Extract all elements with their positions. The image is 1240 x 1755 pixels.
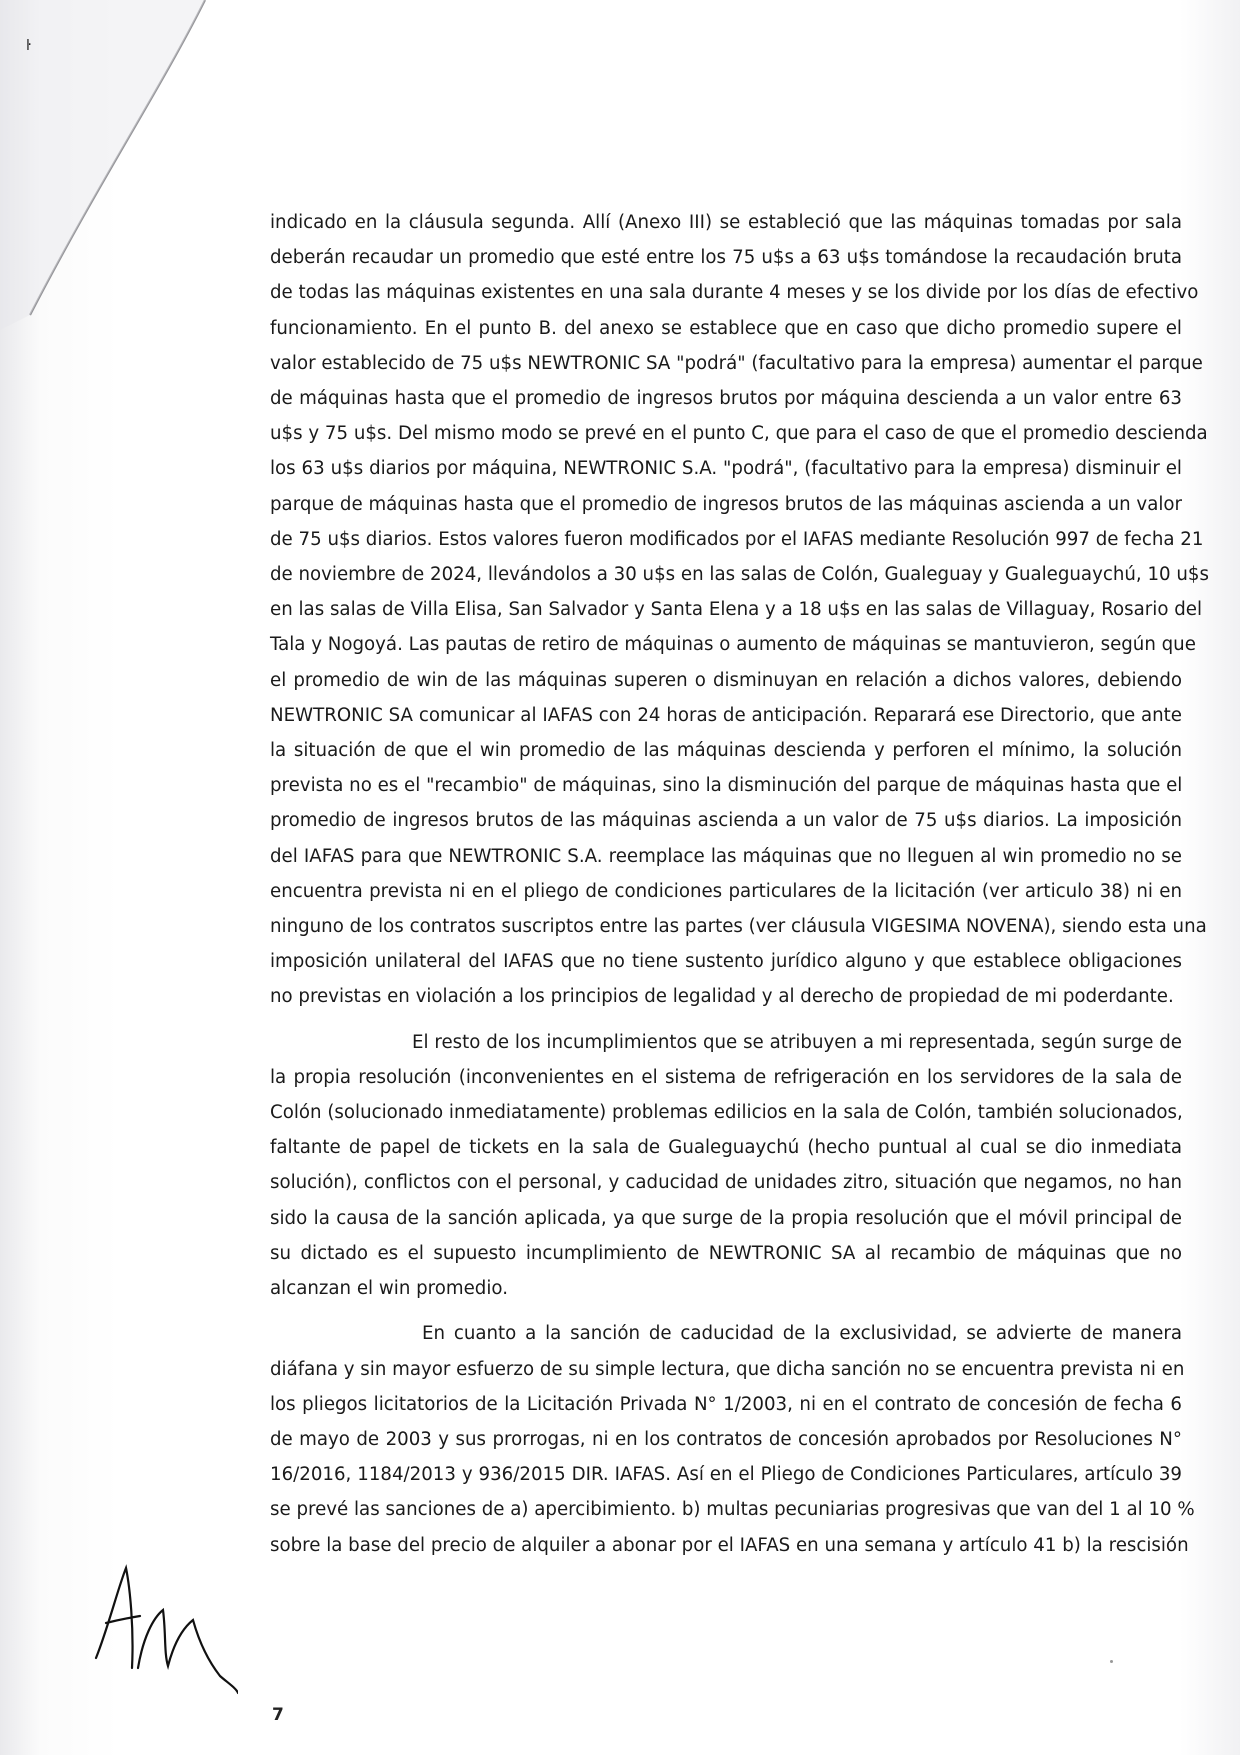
text-line: Tala y Nogoyá. Las pautas de retiro de máquinas o aumento de máquinas se mantuvieron, según que [270, 634, 1196, 656]
text-line: ninguno de los contratos suscriptos entre las partes (ver cláusula VIGESIMA NOVENA), siendo esta una [270, 916, 1207, 938]
text-line: de noviembre de 2024, llevándolos a 30 u$s en las salas de Colón, Gualeguay y Gualeguaychú, 10 u$s [270, 564, 1209, 586]
text-line: En cuanto a la sanción de caducidad de la exclusividad, se advierte de manera [422, 1323, 1182, 1345]
text-line: deberán recaudar un promedio que esté entre los 75 u$s a 63 u$s tomándose la recaudación bruta [270, 247, 1182, 269]
text-line: de todas las máquinas existentes en una sala durante 4 meses y se los divide por los días de efectivo [270, 282, 1199, 304]
text-line: prevista no es el "recambio" de máquinas, sino la disminución del parque de máquinas hasta que el [270, 775, 1183, 797]
text-line: la situación de que el win promedio de las máquinas descienda y perforen el mínimo, la solución [270, 740, 1182, 762]
body-text [270, 205, 1209, 1563]
handwritten-signature [88, 1548, 238, 1698]
text-line: del IAFAS para que NEWTRONIC S.A. reemplace las máquinas que no lleguen al win promedio no se [270, 845, 1182, 867]
text-line: en las salas de Villa Elisa, San Salvador y Santa Elena y a 18 u$s en las salas de Villaguay, Rosario del [270, 599, 1203, 621]
text-line: su dictado es el supuesto incumplimiento de NEWTRONIC SA al recambio de máquinas que no [270, 1242, 1182, 1264]
page-fold-shadow [0, 0, 240, 340]
text-line: NEWTRONIC SA comunicar al IAFAS con 24 horas de anticipación. Reparará ese Directorio, que ante [270, 704, 1182, 726]
text-line: los pliegos licitatorios de la Licitación Privada N° 1/2003, ni en el contrato de concesión de fecha 6 [270, 1393, 1182, 1415]
text-line: Colón (solucionado inmediatamente) problemas edilicios en la sala de Colón, también solucionados, [270, 1102, 1183, 1124]
text-line: la propia resolución (inconvenientes en el sistema de refrigeración en los servidores de la sala de [270, 1066, 1182, 1088]
paragraph-1 [270, 205, 1209, 1015]
scan-speck [1110, 1660, 1113, 1663]
text-line: faltante de papel de tickets en la sala de Gualeguaychú (hecho puntual al cual se dio inmediata [270, 1137, 1182, 1159]
text-line: sobre la base del precio de alquiler a abonar por el IAFAS en una semana y artículo 41 b) la rescisión [270, 1534, 1189, 1556]
text-line: promedio de ingresos brutos de las máquinas ascienda a un valor de 75 u$s diarios. La imposición [270, 810, 1182, 832]
text-line: encuentra prevista ni en el pliego de condiciones particulares de la licitación (ver articulo 38) ni en [270, 880, 1182, 902]
text-line: alcanzan el win promedio. [270, 1278, 508, 1300]
text-line: indicado en la cláusula segunda. Allí (Anexo III) se estableció que las máquinas tomadas por sala [270, 212, 1182, 233]
paragraph-3 [270, 1316, 1195, 1562]
text-line: imposición unilateral del IAFAS que no tiene sustento jurídico alguno y que establece obligaciones [270, 951, 1182, 973]
text-line: de mayo de 2003 y sus prorrogas, ni en los contratos de concesión aprobados por Resoluciones N° [270, 1428, 1182, 1450]
page-number: 7 [272, 1705, 284, 1725]
text-line: u$s y 75 u$s. Del mismo modo se prevé en el punto C, que para el caso de que el promedio descienda [270, 423, 1208, 445]
text-line: de máquinas hasta que el promedio de ingresos brutos por máquina descienda a un valor entre 63 [270, 388, 1182, 410]
text-line: no previstas en violación a los principios de legalidad y al derecho de propiedad de mi poderdante. [270, 986, 1174, 1008]
text-line: valor establecido de 75 u$s NEWTRONIC SA "podrá" (facultativo para la empresa) aumentar el parque [270, 352, 1203, 374]
text-line: El resto de los incumplimientos que se atribuyen a mi representada, según surge de [412, 1031, 1182, 1053]
text-line: funcionamiento. En el punto B. del anexo se establece que en caso que dicho promedio supere el [270, 317, 1182, 339]
text-line: sido la causa de la sanción aplicada, ya que surge de la propia resolución que el móvil principal de [270, 1207, 1182, 1229]
text-line: parque de máquinas hasta que el promedio de ingresos brutos de las máquinas ascienda a un valor [270, 493, 1182, 515]
text-line: se prevé las sanciones de a) apercibimiento. b) multas pecuniarias progresivas que van del 1 al 10 % [270, 1499, 1195, 1521]
text-line: solución), conflictos con el personal, y caducidad de unidades zitro, situación que negamos, no han [270, 1172, 1182, 1194]
corner-mark: ŀ [26, 38, 31, 54]
text-line: de 75 u$s diarios. Estos valores fueron modificados por el IAFAS mediante Resolución 997 de fecha 21 [270, 528, 1204, 550]
text-line: 16/2016, 1184/2013 y 936/2015 DIR. IAFAS. Así en el Pliego de Condiciones Particulares, artículo 39 [270, 1464, 1182, 1486]
text-line: el promedio de win de las máquinas superen o disminuyan en relación a dichos valores, debiendo [270, 669, 1182, 691]
text-line: diáfana y sin mayor esfuerzo de su simple lectura, que dicha sanción no se encuentra prevista ni en [270, 1358, 1185, 1380]
paragraph-2 [270, 1025, 1182, 1307]
text-line: los 63 u$s diarios por máquina, NEWTRONIC S.A. "podrá", (facultativo para la empresa) disminuir el [270, 458, 1182, 480]
